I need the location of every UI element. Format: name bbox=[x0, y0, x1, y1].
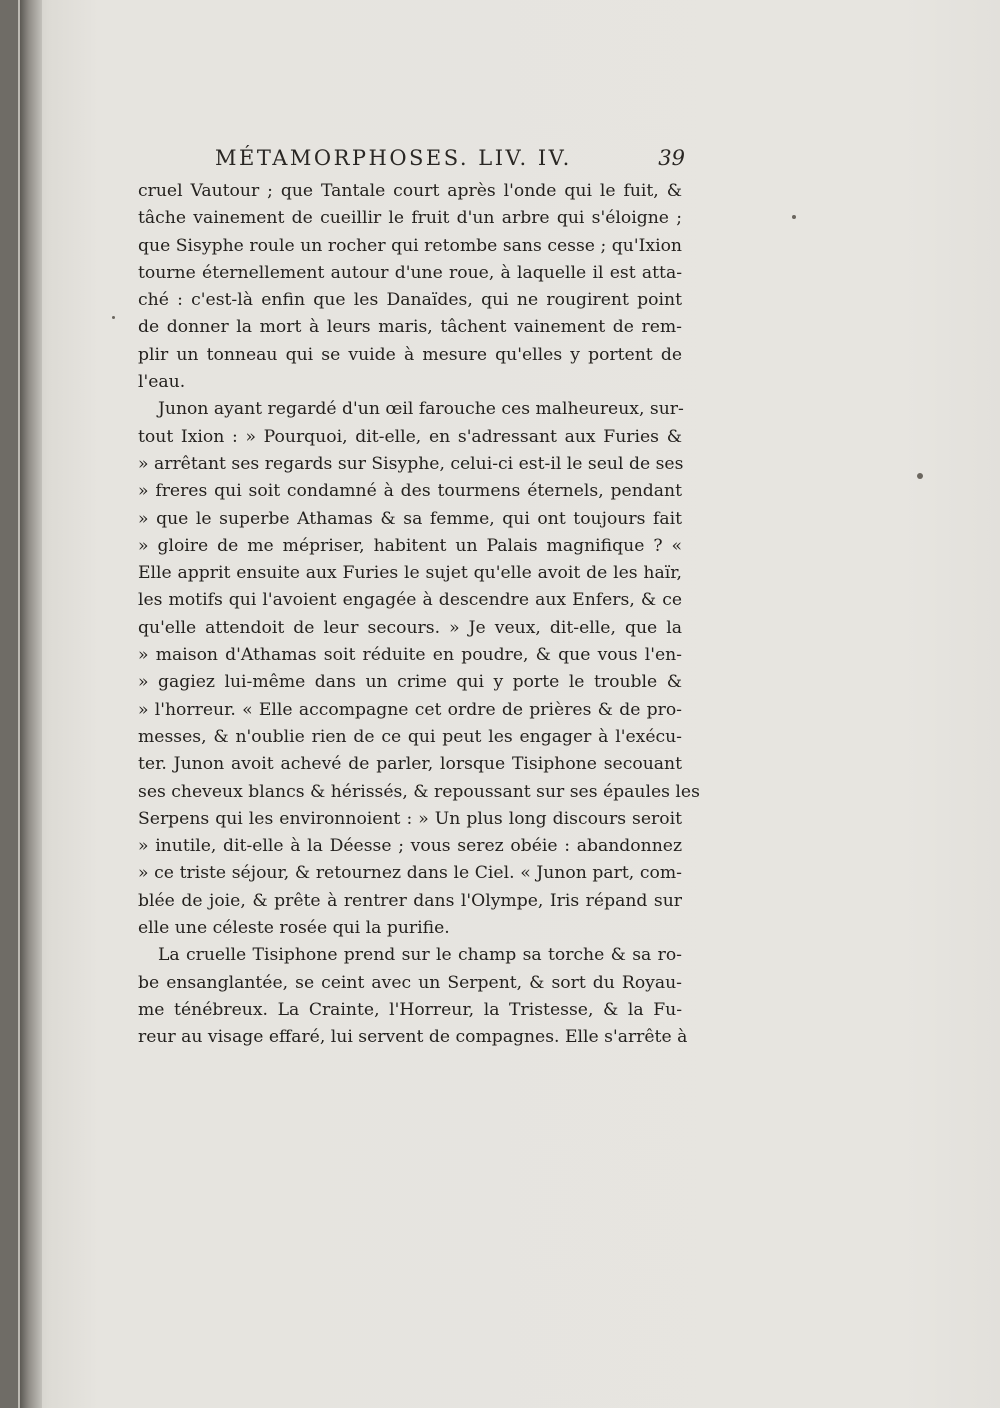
text-line: be ensanglantée, se ceint avec un Serpent, & sort du Royau- bbox=[138, 972, 682, 993]
page-number: 39 bbox=[658, 146, 685, 170]
text-line: tout Ixion : » Pourquoi, dit-elle, en s'adressant aux Furies & bbox=[138, 426, 682, 447]
text-line: » inutile, dit-elle à la Déesse ; vous serez obéie : abandonnez bbox=[138, 836, 682, 857]
text-line: qu'elle attendoit de leur secours. » Je veux, dit-elle, que la bbox=[138, 617, 682, 638]
text-line: Junon ayant regardé d'un œil farouche ces malheureux, sur- bbox=[158, 399, 684, 420]
text-line: La cruelle Tisiphone prend sur le champ sa torche & sa ro- bbox=[158, 945, 682, 966]
text-line: » que le superbe Athamas & sa femme, qui ont toujours fait bbox=[138, 508, 682, 529]
text-line: » gloire de me mépriser, habitent un Palais magnifique ? « bbox=[138, 535, 682, 556]
running-title: MÉTAMORPHOSES. LIV. IV. bbox=[215, 146, 572, 170]
text-line: l'eau. bbox=[138, 372, 186, 393]
text-line: cruel Vautour ; que Tantale court après l'onde qui le fuit, & bbox=[138, 181, 682, 201]
text-line: me ténébreux. La Crainte, l'Horreur, la Tristesse, & la Fu- bbox=[138, 999, 682, 1020]
text-line: » freres qui soit condamné à des tourmens éternels, pendant bbox=[138, 481, 682, 502]
text-line: » gagiez lui-même dans un crime qui y porte le trouble & bbox=[138, 672, 682, 693]
text-line: » maison d'Athamas soit réduite en poudre, & que vous l'en- bbox=[138, 645, 682, 666]
text-line: blée de joie, & prête à rentrer dans l'Olympe, Iris répand sur bbox=[138, 890, 682, 911]
paper-speck bbox=[917, 473, 923, 479]
text-line: » ce triste séjour, & retournez dans le Ciel. « Junon part, com- bbox=[138, 863, 682, 884]
text-line: elle une céleste rosée qui la purifie. bbox=[138, 918, 450, 939]
page-header bbox=[215, 146, 685, 176]
text-line: Serpens qui les environnoient : » Un plus long discours seroit bbox=[138, 808, 682, 829]
text-line: les motifs qui l'avoient engagée à descendre aux Enfers, & ce bbox=[138, 590, 682, 611]
spine-shadow bbox=[20, 0, 42, 1408]
text-line: ses cheveux blancs & hérissés, & repoussant sur ses épaules les bbox=[138, 781, 700, 802]
paper-speck bbox=[792, 215, 796, 219]
text-line: messes, & n'oublie rien de ce qui peut les engager à l'exécu- bbox=[138, 726, 682, 747]
text-line: tourne éternellement autour d'une roue, à laquelle il est atta- bbox=[138, 262, 682, 283]
text-line: ché : c'est-là enfin que les Danaïdes, qui ne rougirent point bbox=[138, 290, 682, 311]
body-text bbox=[138, 178, 700, 1052]
text-line: que Sisyphe roule un rocher qui retombe sans cesse ; qu'Ixion bbox=[138, 235, 682, 256]
text-line: plir un tonneau qui se vuide à mesure qu'elles y portent de bbox=[138, 344, 682, 365]
text-line: Elle apprit ensuite aux Furies le sujet qu'elle avoit de les haïr, bbox=[138, 563, 682, 584]
text-line: ter. Junon avoit achevé de parler, lorsque Tisiphone secouant bbox=[138, 754, 682, 775]
paper-speck bbox=[112, 316, 115, 319]
text-line: » l'horreur. « Elle accompagne cet ordre de prières & de pro- bbox=[138, 699, 682, 720]
text-line: » arrêtant ses regards sur Sisyphe, celui-ci est-il le seul de ses bbox=[138, 453, 684, 474]
text-line: de donner la mort à leurs maris, tâchent vainement de rem- bbox=[138, 317, 682, 338]
text-line: reur au visage effaré, lui servent de compagnes. Elle s'arrête à bbox=[138, 1027, 688, 1048]
text-line: tâche vainement de cueillir le fruit d'un arbre qui s'éloigne ; bbox=[138, 208, 682, 229]
